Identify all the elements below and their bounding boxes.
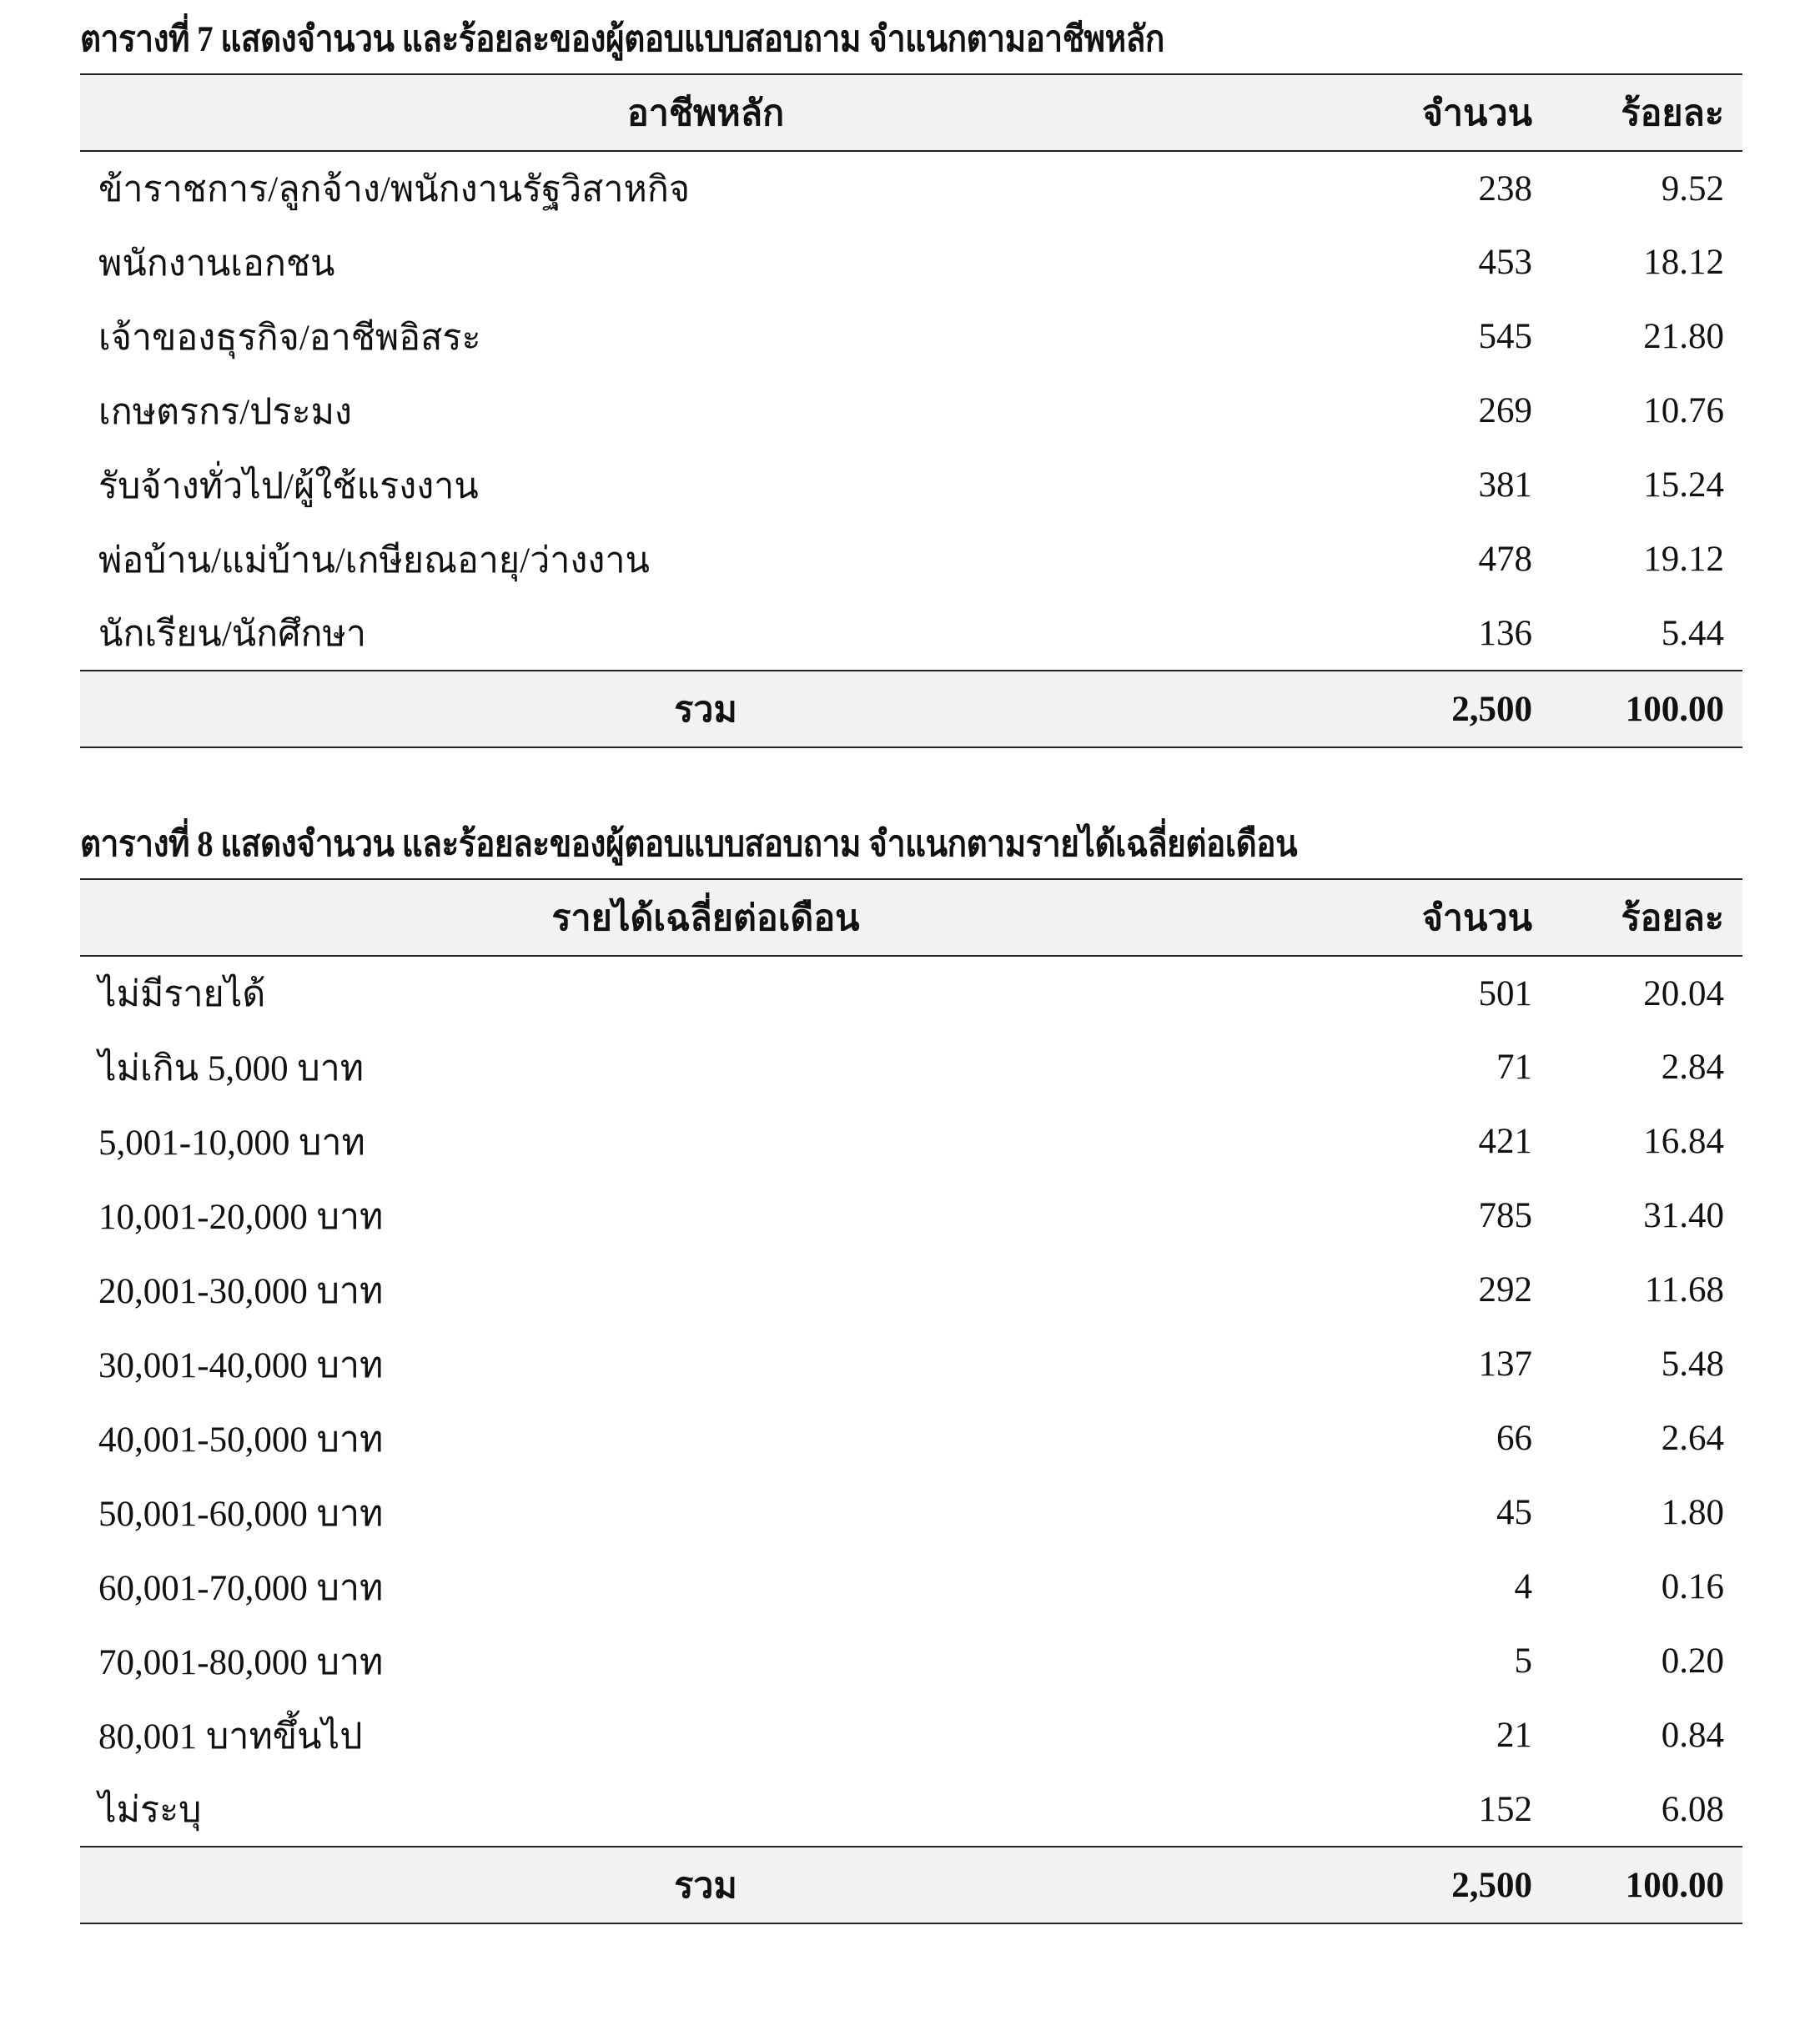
- row-percent: 11.68: [1644, 1270, 1724, 1310]
- row-percent: 10.76: [1643, 391, 1724, 430]
- table-row: [80, 448, 1742, 522]
- total-count: 2,500: [1451, 1865, 1532, 1905]
- row-count: 453: [1478, 243, 1532, 282]
- table-row: [80, 1624, 1742, 1698]
- table8-header-count: จำนวน: [1421, 899, 1532, 938]
- row-count: 381: [1478, 465, 1532, 505]
- row-count: 5: [1514, 1641, 1532, 1681]
- table7-header-row: [80, 74, 1742, 151]
- row-percent: 16.84: [1643, 1122, 1724, 1161]
- row-count: 421: [1478, 1122, 1532, 1161]
- table8-header-row: [80, 879, 1742, 956]
- row-count: 501: [1478, 973, 1532, 1013]
- row-label: ไม่ระบุ: [98, 1791, 202, 1830]
- row-count: 478: [1478, 540, 1532, 579]
- row-percent: 0.84: [1661, 1716, 1724, 1755]
- row-percent: 0.20: [1661, 1641, 1724, 1681]
- table-row: [80, 1772, 1742, 1847]
- row-count: 66: [1496, 1419, 1532, 1458]
- table8-income: [80, 878, 1742, 1924]
- row-label: ไม่เกิน 5,000 บาท: [98, 1048, 365, 1088]
- table-row: [80, 1253, 1742, 1327]
- row-percent: 5.44: [1661, 613, 1724, 653]
- total-label: รวม: [674, 1867, 737, 1906]
- row-label: พนักงานเอกชน: [98, 244, 335, 284]
- row-label: 10,001-20,000 บาท: [98, 1197, 384, 1237]
- row-percent: 31.40: [1643, 1196, 1724, 1235]
- table-row: [80, 1179, 1742, 1253]
- table8-section: [80, 822, 1742, 1924]
- row-label: เจ้าของธุรกิจ/อาชีพอิสระ: [98, 318, 481, 358]
- row-count: 238: [1478, 168, 1532, 209]
- row-count: 137: [1478, 1345, 1532, 1384]
- row-label: 60,001-70,000 บาท: [98, 1568, 384, 1608]
- table-row: [80, 299, 1742, 374]
- row-count: 292: [1478, 1270, 1532, 1310]
- row-percent: 15.24: [1643, 465, 1724, 505]
- row-label: 20,001-30,000 บาท: [98, 1271, 384, 1311]
- row-count: 21: [1496, 1716, 1532, 1755]
- total-percent: 100.00: [1625, 689, 1724, 729]
- table-row: [80, 1475, 1742, 1550]
- table7-total-row: [80, 671, 1742, 747]
- row-percent: 19.12: [1643, 540, 1724, 579]
- row-percent: 2.64: [1661, 1419, 1724, 1458]
- row-percent: 6.08: [1661, 1789, 1724, 1829]
- table-row: [80, 1550, 1742, 1624]
- row-label: 40,001-50,000 บาท: [98, 1420, 384, 1460]
- row-percent: 18.12: [1643, 243, 1724, 282]
- row-label: พ่อบ้าน/แม่บ้าน/เกษียณอายุ/ว่างงาน: [98, 540, 650, 581]
- row-label: เกษตรกร/ประมง: [98, 392, 353, 432]
- table7-section: [80, 17, 1742, 748]
- row-percent: 5.48: [1661, 1345, 1724, 1384]
- row-count: 4: [1514, 1567, 1532, 1606]
- row-count: 785: [1478, 1196, 1532, 1235]
- row-label: 70,001-80,000 บาท: [98, 1642, 384, 1682]
- row-count: 45: [1496, 1493, 1532, 1532]
- total-count: 2,500: [1451, 689, 1532, 729]
- table8-caption: ตารางที่ 8 แสดงจำนวน และร้อยละของผู้ตอบแบบสอบถาม จำแนกตามรายได้เฉลี่ยต่อเดือน: [80, 825, 1298, 864]
- row-label: 30,001-40,000 บาท: [98, 1345, 384, 1385]
- row-count: 545: [1478, 317, 1532, 356]
- row-percent: 21.80: [1643, 317, 1724, 356]
- table8-header-label: รายได้เฉลี่ยต่อเดือน: [551, 899, 860, 938]
- row-label: 50,001-60,000 บาท: [98, 1494, 384, 1534]
- table-row: [80, 225, 1742, 299]
- table7-header-label: อาชีพหลัก: [626, 94, 785, 133]
- table-row: [80, 522, 1742, 596]
- table-row: [80, 1030, 1742, 1104]
- table-row: [80, 1698, 1742, 1772]
- table8-total-row: [80, 1847, 1742, 1923]
- row-percent: 1.80: [1661, 1493, 1724, 1532]
- row-count: 136: [1478, 613, 1532, 653]
- table-row: [80, 956, 1742, 1030]
- table-row: [80, 1401, 1742, 1475]
- row-label: 5,001-10,000 บาท: [98, 1123, 365, 1163]
- table7-occupation: [80, 73, 1742, 748]
- row-percent: 0.16: [1661, 1567, 1724, 1606]
- row-count: 71: [1496, 1048, 1532, 1087]
- row-label: นักเรียน/นักศึกษา: [98, 615, 367, 654]
- row-count: 152: [1478, 1789, 1532, 1829]
- table-row: [80, 596, 1742, 671]
- table8-header-percent: ร้อยละ: [1621, 899, 1724, 938]
- table-row: [80, 374, 1742, 448]
- table-row: [80, 1104, 1742, 1179]
- total-label: รวม: [674, 691, 737, 730]
- row-label: 80,001 บาทขึ้นไป: [98, 1717, 363, 1757]
- row-label: ข้าราชการ/ลูกจ้าง/พนักงานรัฐวิสาหกิจ: [98, 170, 691, 209]
- table7-caption: ตารางที่ 7 แสดงจำนวน และร้อยละของผู้ตอบแบบสอบถาม จำแนกตามอาชีพหลัก: [80, 20, 1164, 59]
- table7-header-count: จำนวน: [1421, 94, 1532, 133]
- row-percent: 20.04: [1643, 973, 1724, 1013]
- table7-header-percent: ร้อยละ: [1621, 94, 1724, 133]
- total-percent: 100.00: [1625, 1865, 1724, 1905]
- table-row: [80, 1327, 1742, 1401]
- table-row: [80, 151, 1742, 225]
- row-percent: 2.84: [1661, 1048, 1724, 1087]
- row-count: 269: [1478, 391, 1532, 430]
- row-label: รับจ้างทั่วไป/ผู้ใช้แรงงาน: [98, 466, 479, 506]
- row-label: ไม่มีรายได้: [98, 975, 266, 1014]
- row-percent: 9.52: [1661, 168, 1724, 209]
